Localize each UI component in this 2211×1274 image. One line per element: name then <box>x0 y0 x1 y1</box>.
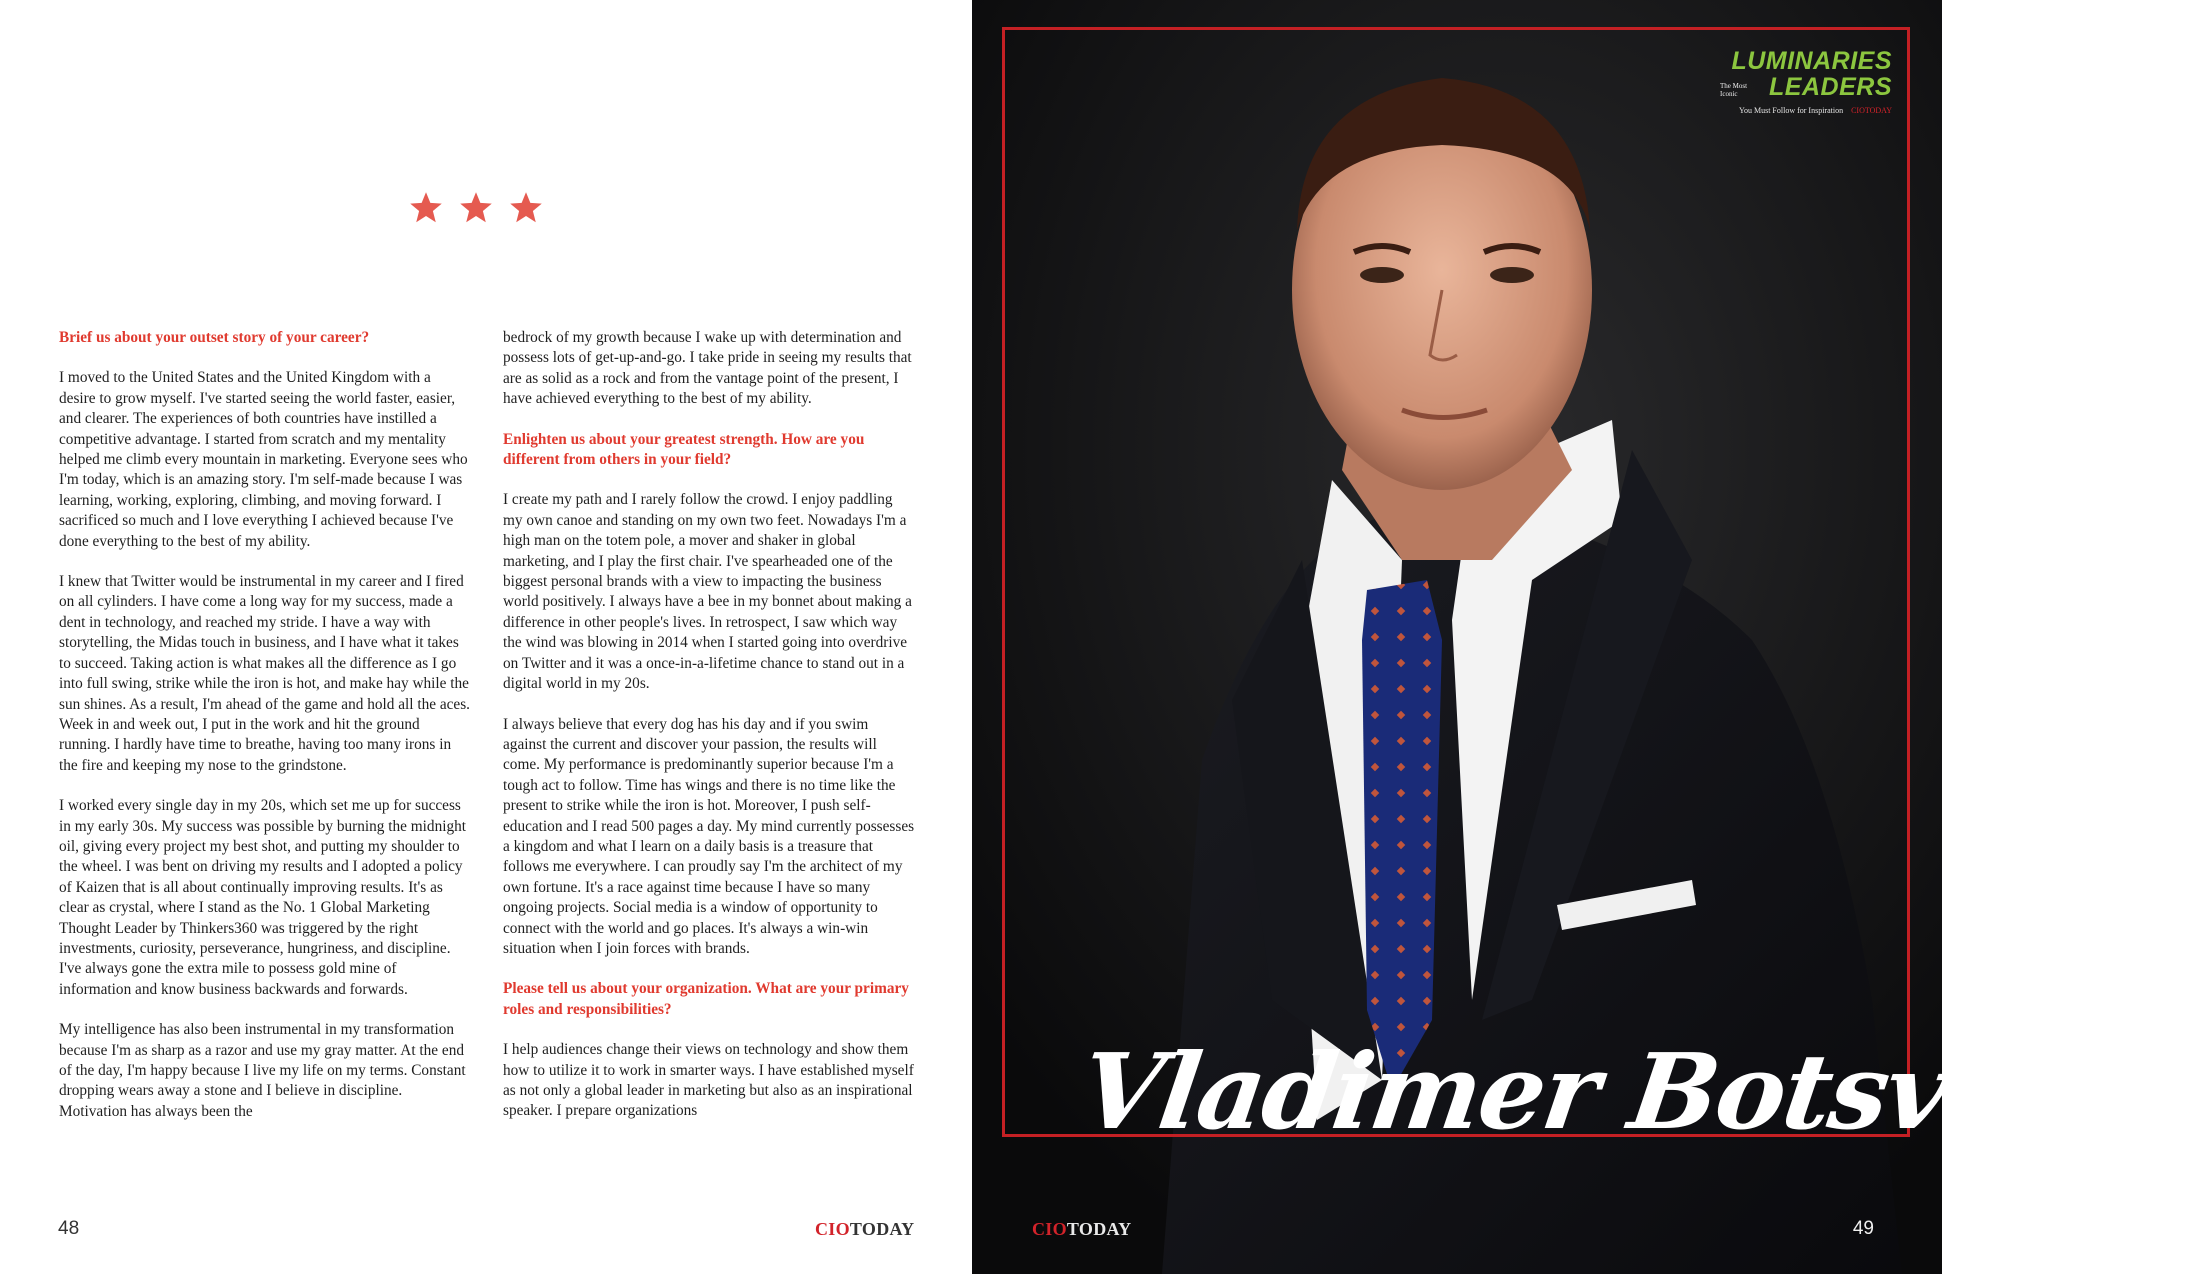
brand-cio: CIO <box>815 1219 850 1239</box>
paragraph: I worked every single day in my 20s, which set me up for success in my early 30s. My success was possible by burning the midnight oil, giving every project my best shot, and putting my shoulder to the wheel. I was bent on driving my results and I adopted a policy of Kaizen that is all about continually improving results. It's as clear as crystal, where I stand as the No. 1 Global Marketing Thought Leader by Thinkers360 was triggered by the right investments, curiosity, perseverance, hungriness, and discipline. I've always gone the extra mile to possess gold mine of information and know business backwards and forwards. <box>59 797 467 998</box>
logo-tagline-text: You Must Follow for Inspiration <box>1739 106 1844 115</box>
left-page <box>0 0 972 1274</box>
logo-mini-brand: CIOTODAY <box>1851 106 1892 115</box>
star-icon <box>408 190 444 226</box>
article-column-2 <box>503 328 915 1142</box>
magazine-brand <box>1032 1219 1131 1240</box>
page-number: 48 <box>58 1218 80 1239</box>
logo-line-1: LUMINARIES <box>1731 47 1892 75</box>
decorative-stars <box>408 190 568 240</box>
paragraph: bedrock of my growth because I wake up with determination and possess lots of get-up-and-go. I take pride in seeing my results that are as solid as a rock and from the vantage point of the present, I have achieved everything to the best of my ability. <box>503 329 912 408</box>
logo-tagline <box>1692 106 1892 115</box>
brand-cio: CIO <box>1032 1219 1067 1239</box>
question-heading: Enlighten us about your greatest strength. How are you different from others in your field? <box>503 430 865 469</box>
paragraph: I moved to the United States and the United Kingdom with a desire to grow myself. I've started seeing the world faster, easier, and clearer. The experiences of both countries have instilled a competitive advantage. I started from scratch and my mentality helped me climb every mountain in marketing. Everyone sees who I'm today, which is an amazing story. I'm self-made because I was learning, working, exploring, climbing, and moving forward. I sacrificed so much and I love everything I achieved because I've done everything to the best of my ability. <box>59 369 468 550</box>
paragraph: I always believe that every dog has his day and if you swim against the current and discover your passion, the results will come. My performance is predominantly superior because I'm a tough act to follow. Time has wings and there is no time like the present to strike while the iron is hot. Moreover, I push self-education and I read 500 pages a day. My mind currently possesses a kingdom and what I learn on a daily basis is a treasure that follows me everywhere. I can proudly say I'm the architect of my own fortune. It's a race against time because I have so many ongoing projects. Social media is a window of opportunity to connect with the world and go places. It's always a win-win situation when I join forces with brands. <box>503 715 915 957</box>
red-frame <box>1002 27 1910 1137</box>
star-icon <box>458 190 494 226</box>
paragraph: I knew that Twitter would be instrumental in my career and I fired on all cylinders. I have come a long way for my success, made a dent in technology, and reached my stride. I have a way with storytelling, the Midas touch in business, and I have what it takes to succeed. Taking action is what makes all the difference as I go into full swing, strike while the iron is hot, and make hay while the sun shines. As a result, I'm ahead of the game and hold all the aces. Week in and week out, I put in the work and hit the ground running. I hardly have time to breathe, having too many irons in the fire and keeping my nose to the grindstone. <box>59 573 470 774</box>
page-number: 49 <box>1852 1218 1874 1239</box>
brand-today: TODAY <box>849 1219 915 1239</box>
brand-today: TODAY <box>1066 1219 1132 1239</box>
paragraph: I help audiences change their views on technology and show them how to utilize it to work in smarter ways. I have established myself as not only a global leader in marketing but also as an inspirational speaker. I prepare organizations <box>503 1041 914 1120</box>
article-column-1 <box>59 328 471 1142</box>
magazine-brand <box>815 1219 914 1240</box>
question-heading: Brief us about your outset story of your career? <box>59 329 370 346</box>
star-icon <box>508 190 544 226</box>
paragraph: My intelligence has also been instrumental in my transformation because I'm as sharp as a razor and use my gray matter. At the end of the day, I'm happy because I live my life on my terms. Constant dropping wears away a stone and I believe in discipline. Motivation has always been the <box>59 1021 466 1120</box>
question-heading: Please tell us about your organization. What are your primary roles and responsibilities? <box>503 980 909 1018</box>
luminaries-leaders-logo <box>1692 48 1892 128</box>
paragraph: I create my path and I rarely follow the crowd. I enjoy paddling my own canoe and standing on my own two feet. Nowadays I'm a high man on the totem pole, a mover and shaker in global marketing, and I play the first chair. I've spearheaded one of the biggest personal brands with a view to impacting the business world positively. I always have a bee in my bonnet about making a difference in other people's lives. In retrospect, I saw which way the wind was blowing in 2014 when I started going into overdrive on Twitter and it was a once-in-a-lifetime chance to stand out in a digital world in my 20s. <box>503 491 912 693</box>
logo-line-2: LEADERS <box>1769 73 1892 101</box>
logo-small-text: The Most Iconic <box>1720 82 1748 98</box>
right-page <box>972 0 2211 1274</box>
person-name: Vladimer Botsvadze <box>1073 1030 2211 1153</box>
